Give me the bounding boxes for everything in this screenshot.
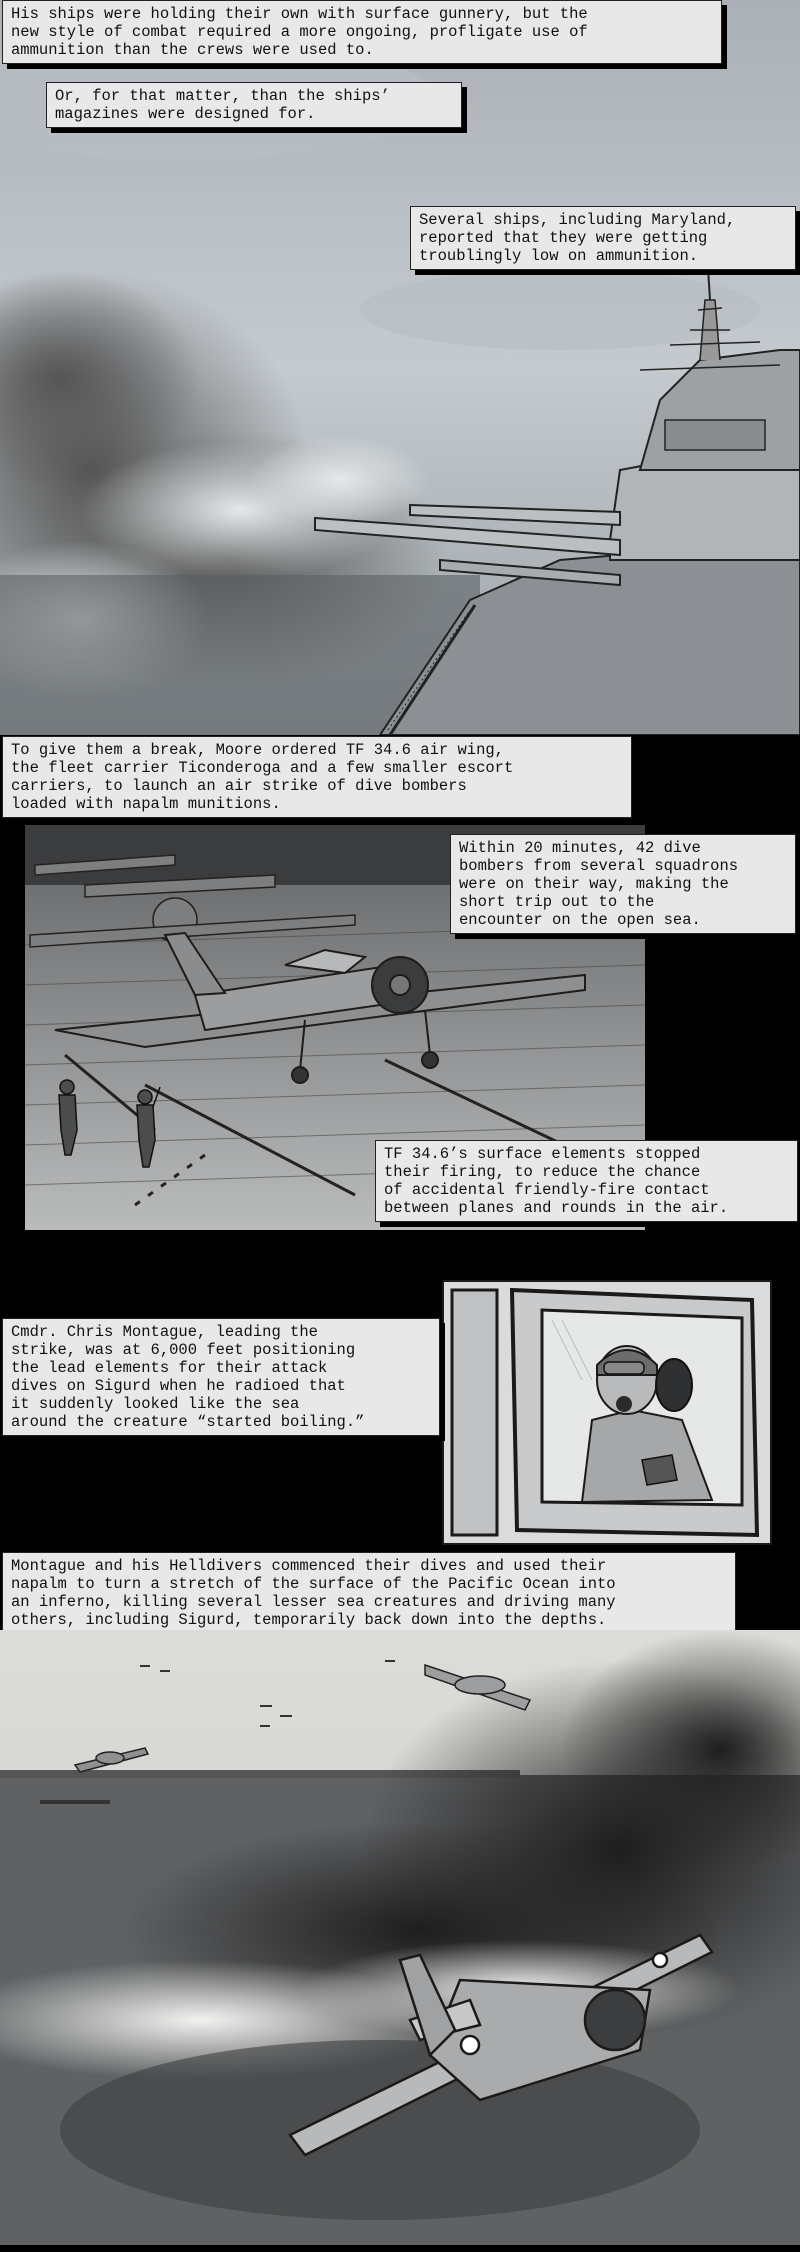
caption-montague-boiling: Cmdr. Chris Montague, leading the strike, was at 6,000 feet positioning the lead elements for their attack dives on Sigurd when he radioed that it suddenly looked like the sea around the creature “started boiling.” (2, 1318, 440, 1436)
caption-forty-two-bombers: Within 20 minutes, 42 dive bombers from several squadrons were on their way, making the short trip out to the encounter on the open sea. (450, 834, 796, 934)
caption-holding-own: His ships were holding their own with surface gunnery, but the new style of combat required a more ongoing, profligate use of ammunition than the crews were used to. (2, 0, 722, 64)
panel-pilot (442, 1280, 772, 1545)
caption-helldivers-napalm: Montague and his Helldivers commenced their dives and used their napalm to turn a stretch of the surface of the Pacific Ocean into an inferno, killing several lesser sea creatures and driving many others, including Sigurd, temporarily back down into the depths. (2, 1552, 736, 1634)
panel-napalm-attack (0, 1630, 800, 2245)
caption-stopped-firing: TF 34.6’s surface elements stopped their firing, to reduce the chance of accidental friendly-fire contact between planes and rounds in the air. (375, 1140, 798, 1222)
pilot-illustration (442, 1280, 772, 1545)
caption-magazines: Or, for that matter, than the ships’ magazines were designed for. (46, 82, 462, 128)
napalm-attack-illustration (0, 1630, 800, 2245)
caption-low-ammunition: Several ships, including Maryland, reported that they were getting troublingly low on ammunition. (410, 206, 796, 270)
caption-air-strike: To give them a break, Moore ordered TF 34.6 air wing, the fleet carrier Ticonderoga and a few smaller escort carriers, to launch an air strike of dive bombers loaded with napalm munitions. (2, 736, 632, 818)
